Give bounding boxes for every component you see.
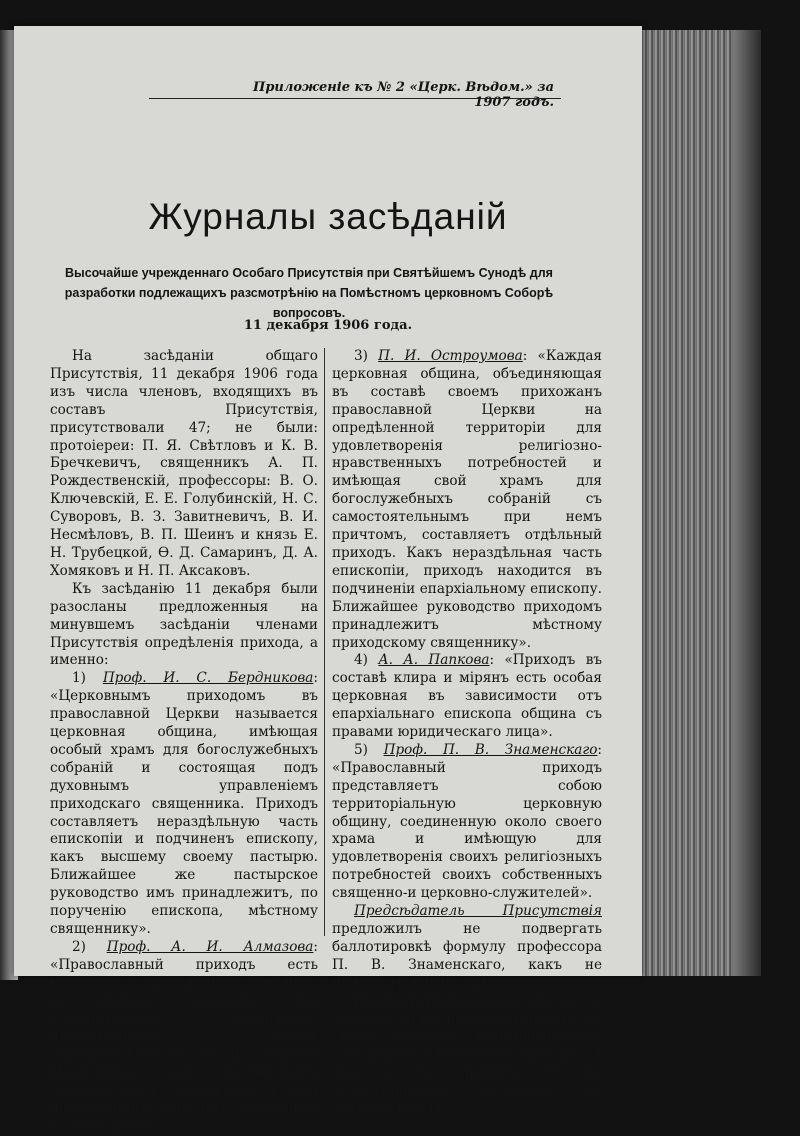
attendance-paragraph: На засѣданіи общаго Присутствія, 11 декабря 1906 года изъ числа членовъ, входящихъ въ составъ Присутствія, присутствовали 47; не были: протоіереи: П. Я. Свѣтловъ и К. В. Бречкевичъ, священникъ А. П. Рождественскій, профессоры: В. О. Ключевскій, Е. Е. Голубинскій, Н. С. Суворовъ, В. З. Завитневичъ, В. И. Несмѣловъ, В. П. Шеинъ и князь Е. Н. Трубецкой, Ѳ. Д. Самаринъ, Д. А. Хомяковъ и Н. П. Аксаковъ. [50,348,318,579]
speaker-name: Проф. А. И. Алмазовъ [354,992,520,1009]
speaker-name: Предсѣдатель Присутствія [354,903,602,920]
definition-berdnikov [50,670,318,939]
speaker-name: Проф. А. И. Алмазова [106,938,314,955]
item-number: 2) [72,938,86,955]
item-number: 5) [354,741,368,758]
speaker-name: Проф. И. С. Бердникова [102,670,314,687]
remark-text: : Желая съ большею отчетливостью выразить въ своей формулѣ взаимоотношеніе составныхъ элементовъ прихода, я просилъ бы принять ее къ баллотированію нѣсколько въ другомъ текстѣ, [332,992,602,1117]
definition-text: : «Каждая церковная община, объединяющая въ составѣ своемъ прихожанъ православной Церкви на опредѣленной территоріи для удовлетворенія религіозно-нравственныхъ потребностей и имѣющая свой храмъ для богослужебныхъ собраній съ самостоятельнымъ при немъ причтомъ, составляетъ отдѣльный приходъ. Какъ нераздѣльная часть епископіи, приходъ находится въ подчиненіи епархіальному епископу. Ближайшее руководство приходомъ принадлежитъ мѣстному приходскому священнику». [332,348,603,651]
page-title: Журналы засѣданій [148,196,508,237]
right-column [332,348,602,1118]
intro-paragraph: Къ засѣданію 11 декабря были разосланы предложенныя на минувшемъ засѣданіи членами Присутствія опредѣленія прихода, а именно: [50,580,318,669]
document-page [14,26,642,1134]
item-number: 3) [354,348,368,364]
chairman-remark [332,903,602,993]
speaker-name: А. А. Папкова [378,652,490,669]
definition-text: : «Церковнымъ приходомъ въ православной Церкви называется церковная община, имѣющая особый храмъ для богослужебныхъ собраній и состоящая подъ духовнымъ управленіемъ приходскаго священника. Приходъ составляетъ нераздѣльную часть епископіи и подчиненъ епископу, какъ высшему своему пастырю. Ближайшее же пастырское руководство имъ принадлежитъ, по порученію епископа, мѣстному священнику». [50,670,318,937]
page-edges [636,30,761,976]
running-head: Приложеніе къ № 2 «Церк. Вѣдом.» за 1907 годъ. [253,80,554,110]
header-rule [149,98,561,99]
speaker-name: Проф. П. В. Знаменскаго [383,741,598,758]
page-subtitle: Высочайше учрежденнаго Особаго Присутствія при Святѣйшемъ Сунодѣ для разработки подлежащихъ разсмотрѣнію на Помѣстномъ церковномъ Соборѣ вопросовъ. [64,266,554,320]
almazov-remark [332,993,602,1118]
definition-text: : «Православный приходъ есть церковное учрежденіе, состоящее въ вѣдѣніи епископа, для удовлетворенія религіозно-нравственныхъ нуждъ опредѣленнаго въ числѣ собранія вѣрующихъ, подъ пастырскимъ руководствомъ священника и при назначенномъ для того церковною властію храмѣ». [50,938,318,1134]
speaker-name: П. И. Остроумова [378,348,523,364]
left-column [50,348,318,1136]
definition-almazov [50,939,318,1136]
definition-znamensky [332,742,602,903]
column-divider [324,348,325,936]
item-number: 4) [354,652,368,669]
remark-text: предложилъ не подвергать баллотировкѣ формулу профессора П. В. Знаменскаго, какъ не присутствующаго здѣсь. [332,921,602,991]
item-number: 1) [72,670,86,687]
session-date: 11 декабря 1906 года. [243,318,413,333]
definition-text: : «Православный приходъ представляетъ собою территоріальную церковную общину, соединенную около своего храма и имѣющую для удовлетворенія своихъ религіозныхъ потребностей своихъ собственныхъ священно-и церковно-служителей». [332,741,603,902]
definition-text: : «Приходъ въ составѣ клира и мірянъ есть особая церковная въ зависимости отъ епархіальнаго епископа община съ правами юридическаго лица». [332,652,602,741]
definition-ostroumov [332,348,602,652]
definition-papkov [332,652,602,742]
